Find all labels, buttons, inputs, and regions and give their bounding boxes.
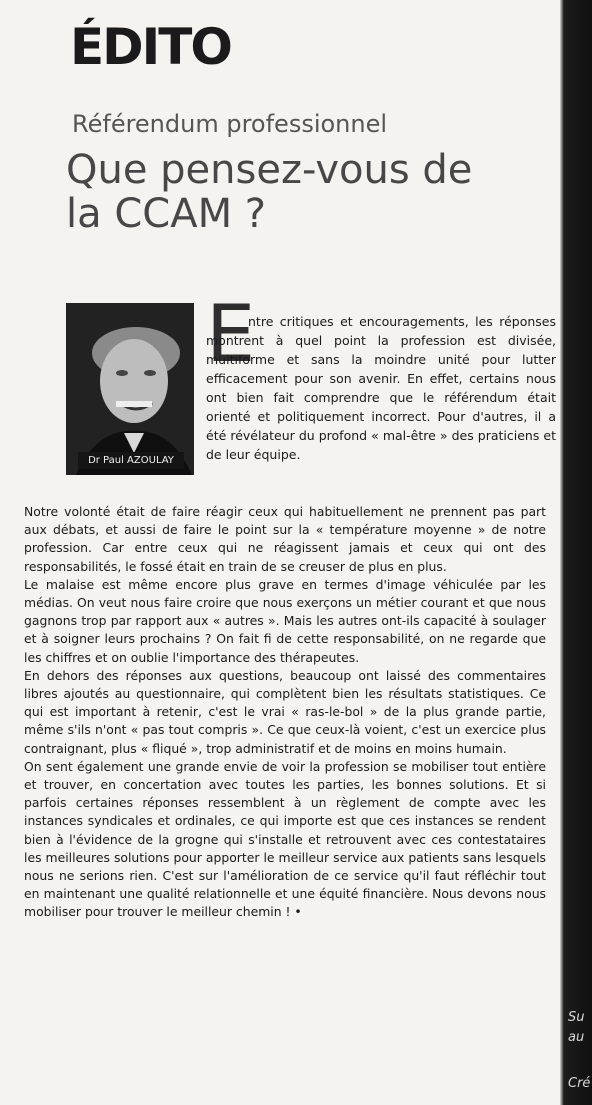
body-paragraph: En dehors des réponses aux questions, beaucoup ont laissé des commentaires libres ajoutés au questionnaire, qui complètent bien les résultats statistiques. Ce qui est important à retenir, c'est le vrai « ras-le-bol » de la plus grande partie, même s'ils n'ont « pas tout compris ». Ce que ceux-là voient, c'est un exercice plus contraignant, plus « fliqué », trop administratif et de moins en moins humain. [24,667,546,756]
body-paragraph: Le malaise est même encore plus grave en termes d'image véhiculée par les médias. On veut nous faire croire que nous exerçons un métier courant et que nous gagnons trop par rapport aux « autres ». Mais les autres ont-ils capacité à soulager et à soigner leurs prochains ? On fait fi de cette responsabilité, on ne regarde que les chiffres et on oublie l'importance des thérapeutes. [24,576,546,665]
portrait-image [66,303,194,475]
article-kicker: Référendum professionnel [72,110,388,138]
author-photo [66,303,194,475]
edge-fragment: au [568,1030,585,1045]
body-paragraph: Notre volonté était de faire réagir ceux qui habituellement ne prennent pas part aux débats, et aussi de faire le point sur la « température moyenne » de notre profession. Car entre ceux qui ne réagissent jamais et ceux qui ont des responsabilités, le fossé était en train de se creuser de plus en plus. [24,504,546,574]
article-headline: Que pensez-vous de la CCAM ? [66,147,473,237]
edge-fragment: Cré [568,1076,591,1091]
section-title: ÉDITO [70,18,231,76]
adjacent-page-edge [560,0,592,1105]
body-paragraph: On sent également une grande envie de voir la profession se mobiliser tout entière et trouver, en concertation avec toutes les parties, les bonnes solutions. Et si parfois certaines réponses ressemblent à un règlement de compte avec les instances syndicales et ordinales, ce qui importe est que ces instances se rendent bien à l'évidence de la grogne qui s'installe et retrouvent avec ces contestataires les meilleures solutions pour apporter le meilleur service aux patients sans lesquels nous ne serions rien. C'est sur l'amélioration de ce service qu'il faut réfléchir tout en maintenant une qualité relationnelle et une équité financière. Nous devons nous mobiliser pour trouver le meilleur chemin ! • [24,758,546,920]
svg-text:E: E [206,290,256,380]
author-caption: Dr Paul AZOULAY [78,452,184,469]
edge-fragment: Su [568,1010,585,1025]
intro-paragraph: ntre critiques et encouragements, les réponses montrent à quel point la profession est divisée, multiforme et sans la moindre unité pour lutter efficacement pour son avenir. En effet, certains nous ont bien fait comprendre que le référendum était orienté et politiquement incorrect. Pour d'autres, il a été révélateur du profond « mal-être » des praticiens et de leur équipe. [206,314,556,462]
article-body [24,503,546,922]
